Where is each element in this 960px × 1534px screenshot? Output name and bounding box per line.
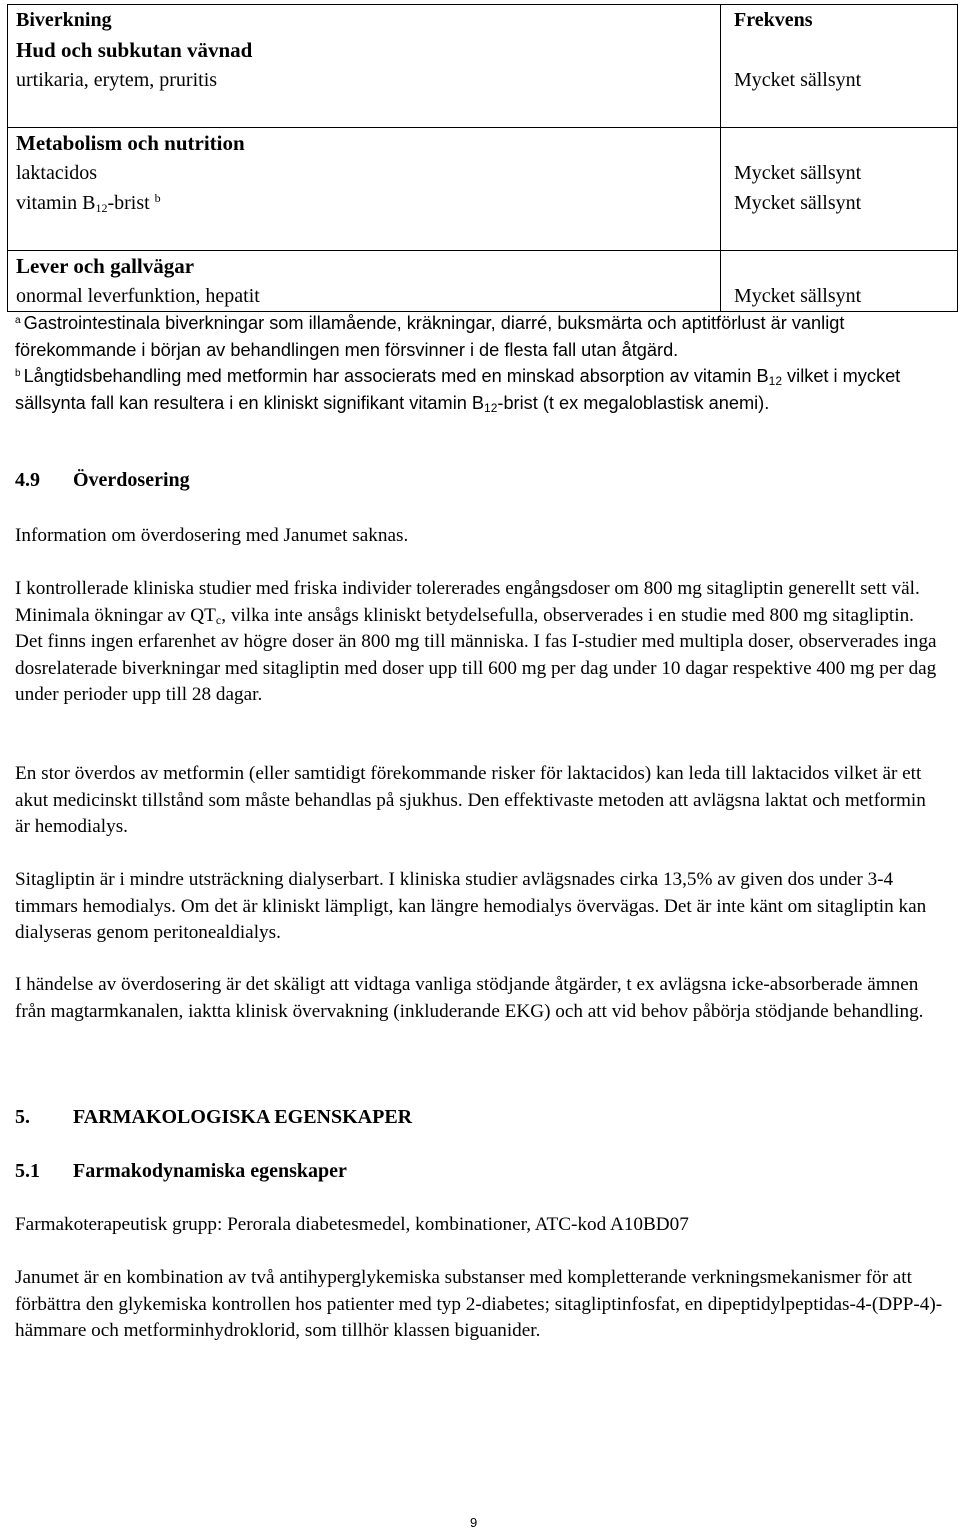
paragraph: Sitagliptin är i mindre utsträckning dialyserbart. I kliniska studier avlägsnades cirka 13,5% av given dos under 3-4 timmars hemodialys. Om det är kliniskt lämpligt, kan längre hemodialys övervägas. Det är inte känt om sitagliptin kan dialyseras genom peritonealdialys. (15, 869, 927, 943)
page-number: 9 (470, 1515, 478, 1530)
table-row (8, 251, 958, 282)
category-metabolism: Metabolism och nutrition (8, 128, 721, 159)
table-spacer-row (8, 218, 958, 251)
header-reaction: Biverkning (8, 5, 721, 36)
table-row (8, 281, 958, 312)
footnote-a-text: Gastrointestinala biverkningar som illamående, kräkningar, diarré, buksmärta och aptitförlust är vanligt förekommande i början av behandlingen men försvinner i de flesta fall utan åtgärd. (15, 313, 845, 360)
footnote-b-mark: b (15, 368, 21, 379)
section-heading-5 (15, 1106, 412, 1129)
table-row (8, 158, 958, 218)
table-row (8, 65, 958, 95)
section-title: Farmakodynamiska egenskaper (73, 1160, 347, 1182)
frequency-liver: Mycket sällsynt (721, 281, 958, 312)
reaction-b12-deficiency: vitamin $B_{12}$-brist $^b$ (16, 191, 161, 215)
section-heading-5-1 (15, 1160, 347, 1183)
section-heading-4-9 (15, 469, 190, 492)
reaction-liver: onormal leverfunktion, hepatit (8, 281, 721, 312)
reaction-urticaria: urtikaria, erytem, pruritis (8, 65, 721, 95)
table-row (8, 128, 958, 159)
paragraph: Information om överdosering med Janumet saknas. (15, 525, 409, 546)
section-number: 5. (15, 1106, 30, 1128)
header-frequency: Frekvens (721, 5, 958, 36)
frequency-urticaria: Mycket sällsynt (721, 65, 958, 95)
section-number: 4.9 (15, 469, 40, 491)
footnote-a-mark: a (15, 315, 21, 326)
paragraph: I händelse av överdosering är det skäligt att vidtaga vanliga stödjande åtgärder, t ex avlägsna icke-absorberade ämnen från magtarmkanalen, iaktta klinisk övervakning (inkluderande EKG) och att vid behov påbörja stödjande behandling. (15, 974, 924, 1022)
table-header-row (8, 5, 958, 36)
frequency-lactic-acidosis: Mycket sällsynt (734, 162, 862, 184)
paragraph: En stor överdos av metformin (eller samtidigt förekommande risker för laktacidos) kan leda till laktacidos vilket är ett akut medicinskt tillstånd som måste behandlas på sjukhus. Den effektivaste metoden att avlägsna laktat och metformin är hemodialys. (15, 763, 926, 837)
category-skin: Hud och subkutan vävnad (8, 35, 721, 65)
frequency-b12-deficiency: Mycket sällsynt (734, 192, 862, 214)
paragraph: Janumet är en kombination av två antihyperglykemiska substanser med kompletterande verkningsmekanismer för att förbättra den glykemiska kontrollen hos patienter med typ 2-diabetes; sitagliptinfosfat, en dipeptidylpeptidas-4-(DPP-4)-hämmare och metforminhydroklorid, som tillhör klassen biguanider. (15, 1267, 943, 1341)
table-row (8, 35, 958, 65)
section-number: 5.1 (15, 1160, 40, 1182)
reaction-lactic-acidosis: laktacidos (16, 162, 98, 184)
section-title: FARMAKOLOGISKA EGENSKAPER (73, 1106, 413, 1128)
paragraph: Farmakoterapeutisk grupp: Perorala diabetesmedel, kombinationer, ATC-kod A10BD07 (15, 1214, 689, 1235)
paragraph: I kontrollerade kliniska studier med friska individer tolererades engångsdoser om 800 mg sitagliptin generellt sett väl. Minimala ökningar av $QT_c$, vilka inte ansågs kliniskt betydelsefulla, observerades i en studie med 800 mg sitagliptin. Det finns ingen erfarenhet av högre doser än 800 mg till människa. I fas I-studier med multipla doser, observerades inga dosrelaterade biverkningar med sitagliptin med doser upp till 600 mg per dag under 10 dagar respektive 400 mg per dag under perioder upp till 28 dagar. (15, 578, 937, 705)
footnote-a (15, 310, 945, 363)
footnote-b: $^b$ Långtidsbehandling med metformin har associerats med en minskad absorption av vitamin $B_{12}$ vilket i mycket sällsynta fall kan resultera i en kliniskt signifikant vitamin $B_{12}$-brist (t ex megaloblastisk anemi). (15, 366, 901, 415)
section-title: Överdosering (73, 469, 190, 491)
category-liver: Lever och gallvägar (8, 251, 721, 282)
table-spacer-row (8, 95, 958, 128)
adverse-reactions-table (7, 4, 958, 312)
